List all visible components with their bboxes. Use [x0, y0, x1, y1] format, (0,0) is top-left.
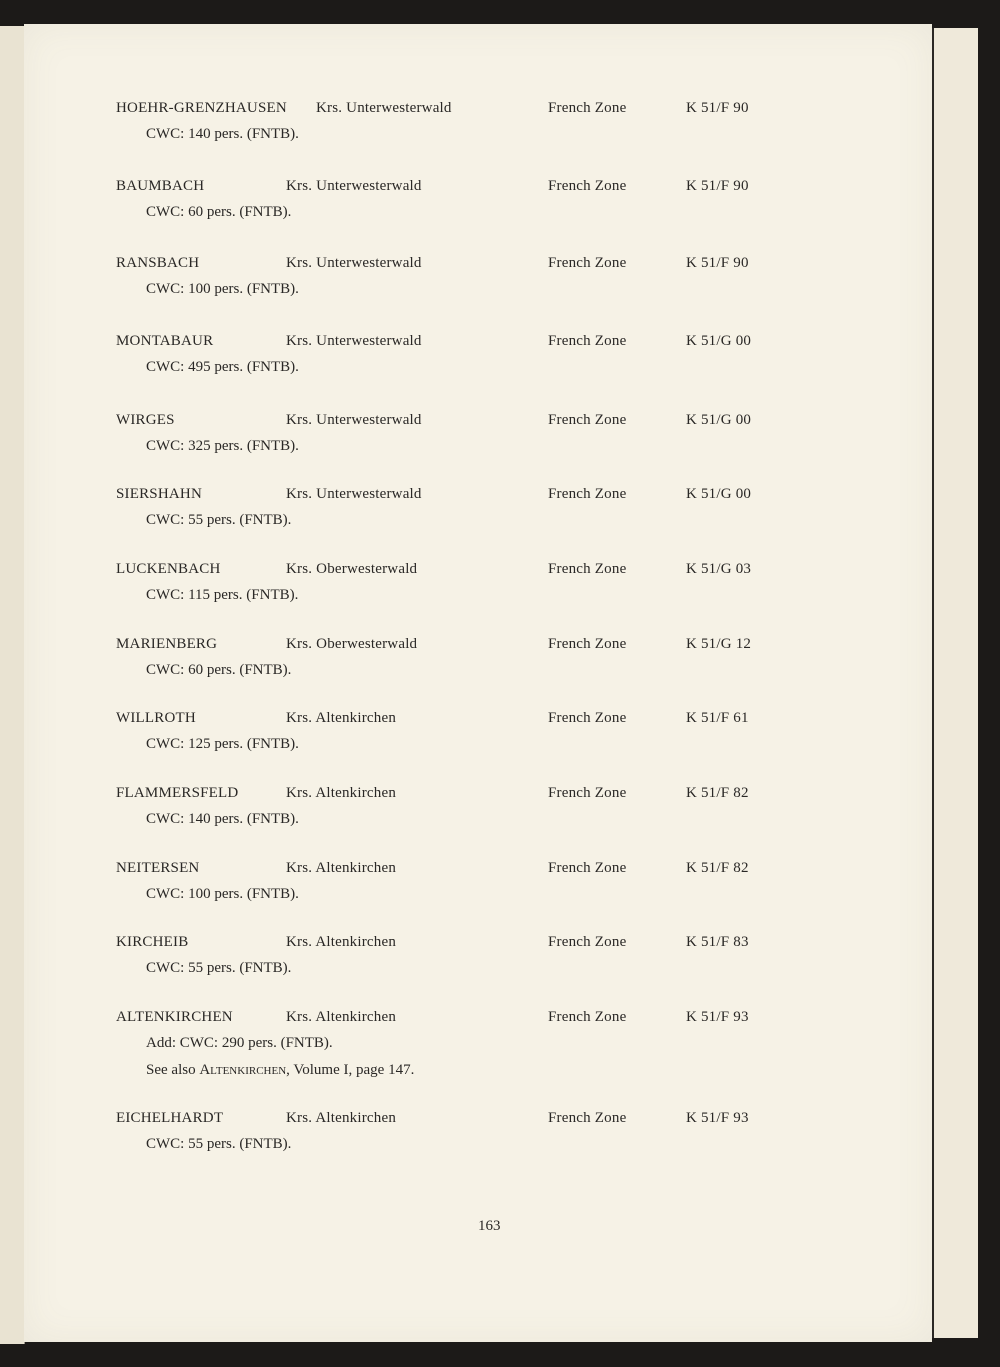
- entry-zone: French Zone: [548, 178, 627, 194]
- entry-eichelhardt: [24, 1110, 932, 1170]
- entry-zone: French Zone: [548, 785, 627, 801]
- entry-place: WILLROTH: [116, 710, 196, 726]
- entry-ref: K 51/F 90: [686, 178, 749, 194]
- entry-cwc: CWC: 100 pers. (FNTB).: [146, 281, 299, 297]
- entry-place: FLAMMERSFELD: [116, 785, 239, 801]
- entry-marienberg: [24, 636, 932, 696]
- entry-ref: K 51/G 12: [686, 636, 752, 652]
- entry-cwc: CWC: 55 pers. (FNTB).: [146, 1136, 292, 1152]
- entry-ransbach: [24, 255, 932, 315]
- entry-place: RANSBACH: [116, 255, 200, 271]
- see-also-reference: Altenkirchen: [199, 1062, 287, 1078]
- page-number: 163: [478, 1218, 501, 1234]
- entry-cwc: CWC: 100 pers. (FNTB).: [146, 886, 299, 902]
- entry-zone: French Zone: [548, 100, 627, 116]
- entry-ref: K 51/F 83: [686, 934, 749, 950]
- entry-place: MONTABAUR: [116, 333, 214, 349]
- entry-siershahn: [24, 486, 932, 546]
- entry-cwc: CWC: 60 pers. (FNTB).: [146, 662, 292, 678]
- entry-zone: French Zone: [548, 860, 627, 876]
- entry-district: Krs. Unterwesterwald: [286, 255, 422, 271]
- entry-cwc: CWC: 325 pers. (FNTB).: [146, 438, 299, 454]
- entry-wirges: [24, 412, 932, 472]
- entry-ref: K 51/G 00: [686, 333, 752, 349]
- entry-place: LUCKENBACH: [116, 561, 221, 577]
- entry-place: WIRGES: [116, 412, 175, 428]
- entry-cwc: CWC: 55 pers. (FNTB).: [146, 960, 292, 976]
- see-also-note: [146, 1062, 414, 1079]
- entry-district: Krs. Altenkirchen: [286, 934, 397, 950]
- entry-district: Krs. Altenkirchen: [286, 710, 397, 726]
- entry-neitersen: [24, 860, 932, 920]
- entry-ref: K 51/F 93: [686, 1110, 749, 1126]
- entry-ref: K 51/G 03: [686, 561, 752, 577]
- page-stack-edge: [932, 28, 978, 1338]
- facing-page-edge: [0, 26, 25, 1344]
- entry-zone: French Zone: [548, 412, 627, 428]
- entry-district: Krs. Oberwesterwald: [286, 636, 418, 652]
- entry-hoehr-grenzhausen: [24, 100, 932, 160]
- see-also-prefix: See also: [146, 1062, 200, 1078]
- entry-montabaur: [24, 333, 932, 393]
- entry-altenkirchen: [24, 1009, 932, 1099]
- entry-ref: K 51/F 61: [686, 710, 749, 726]
- entry-zone: French Zone: [548, 333, 627, 349]
- entry-ref: K 51/F 82: [686, 860, 749, 876]
- entry-district: Krs. Unterwesterwald: [286, 333, 422, 349]
- entry-place: EICHELHARDT: [116, 1110, 224, 1126]
- entry-zone: French Zone: [548, 255, 627, 271]
- entry-zone: French Zone: [548, 1110, 627, 1126]
- entry-ref: K 51/F 90: [686, 255, 749, 271]
- entry-zone: French Zone: [548, 486, 627, 502]
- entry-district: Krs. Altenkirchen: [286, 1009, 397, 1025]
- entry-district: Krs. Unterwesterwald: [316, 100, 452, 116]
- entry-luckenbach: [24, 561, 932, 621]
- entry-cwc: CWC: 55 pers. (FNTB).: [146, 512, 292, 528]
- entry-baumbach: [24, 178, 932, 238]
- entry-district: Krs. Unterwesterwald: [286, 486, 422, 502]
- entry-zone: French Zone: [548, 636, 627, 652]
- entry-cwc: CWC: 125 pers. (FNTB).: [146, 736, 299, 752]
- entry-cwc: CWC: 495 pers. (FNTB).: [146, 359, 299, 375]
- entry-ref: K 51/F 93: [686, 1009, 749, 1025]
- entry-place: ALTENKIRCHEN: [116, 1009, 233, 1025]
- entry-place: KIRCHEIB: [116, 934, 189, 950]
- entry-place: SIERSHAHN: [116, 486, 202, 502]
- see-also-suffix: , Volume I, page 147.: [286, 1062, 415, 1078]
- entry-zone: French Zone: [548, 561, 627, 577]
- entry-willroth: [24, 710, 932, 770]
- entry-ref: K 51/G 00: [686, 412, 752, 428]
- entry-zone: French Zone: [548, 934, 627, 950]
- entry-cwc: CWC: 60 pers. (FNTB).: [146, 204, 292, 220]
- entry-district: Krs. Unterwesterwald: [286, 178, 422, 194]
- entry-ref: K 51/G 00: [686, 486, 752, 502]
- entry-district: Krs. Altenkirchen: [286, 785, 397, 801]
- document-page: [24, 24, 932, 1342]
- entry-flammersfeld: [24, 785, 932, 845]
- entry-district: Krs. Oberwesterwald: [286, 561, 418, 577]
- entry-place: NEITERSEN: [116, 860, 200, 876]
- entry-cwc: CWC: 140 pers. (FNTB).: [146, 811, 299, 827]
- entry-district: Krs. Altenkirchen: [286, 860, 397, 876]
- entry-place: HOEHR-GRENZHAUSEN: [116, 100, 287, 116]
- entry-place: BAUMBACH: [116, 178, 205, 194]
- entry-zone: French Zone: [548, 710, 627, 726]
- entry-ref: K 51/F 82: [686, 785, 749, 801]
- entry-cwc: CWC: 140 pers. (FNTB).: [146, 126, 299, 142]
- entry-kircheib: [24, 934, 932, 994]
- entry-cwc: CWC: 115 pers. (FNTB).: [146, 587, 299, 603]
- entry-district: Krs. Altenkirchen: [286, 1110, 397, 1126]
- entry-cwc: Add: CWC: 290 pers. (FNTB).: [146, 1035, 333, 1051]
- entry-place: MARIENBERG: [116, 636, 218, 652]
- entry-zone: French Zone: [548, 1009, 627, 1025]
- entry-ref: K 51/F 90: [686, 100, 749, 116]
- entry-district: Krs. Unterwesterwald: [286, 412, 422, 428]
